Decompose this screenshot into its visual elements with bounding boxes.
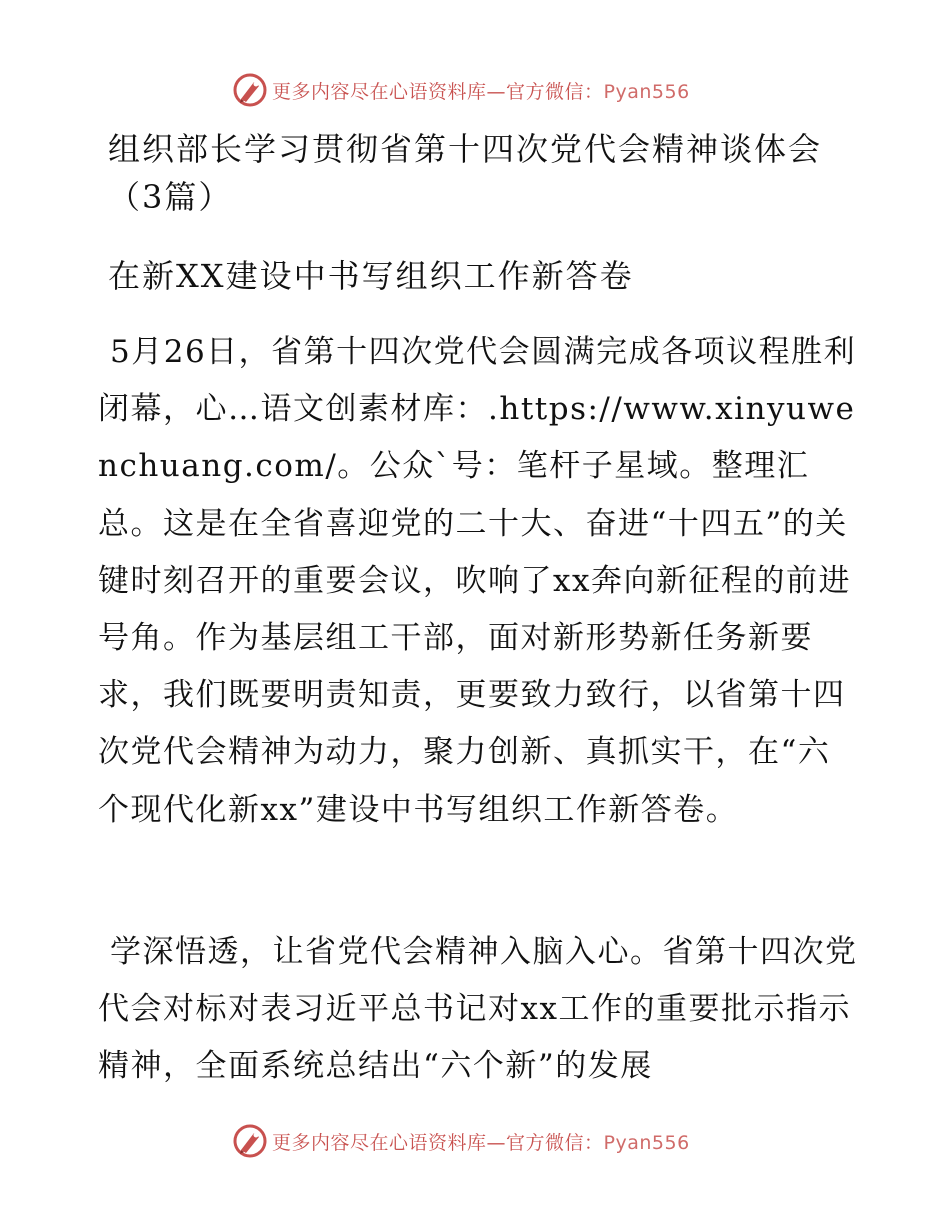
watermark-text: 更多内容尽在心语资料库—官方微信：Pyan556 [272, 80, 690, 103]
document-subtitle: 在新XX建设中书写组织工作新答卷 [108, 257, 634, 295]
pen-logo-icon [232, 1123, 268, 1159]
watermark-banner-bottom [232, 1121, 690, 1161]
document-title: 组织部长学习贯彻省第十四次党代会精神谈体会（3篇） [108, 130, 823, 216]
watermark-text: 更多内容尽在心语资料库—官方微信：Pyan556 [272, 1131, 690, 1154]
watermark-banner-top [232, 70, 690, 110]
pen-logo-icon [232, 72, 268, 108]
body-paragraph: 学深悟透，让省党代会精神入脑入心。省第十四次党代会对标对表习近平总书记对xx工作的重要批示指示精神，全面系统总结出“六个新”的发展 [98, 934, 858, 1085]
body-paragraph: 5月26日，省第十四次党代会圆满完成各项议程胜利闭幕，心…语文创素材库：.https://www.xinyuwenchuang.com/。公众`号：笔杆子星域。整理汇总。这是在全省喜迎党的二十大、奋进“十四五”的关键时刻召开的重要会议，吹响了xx奔向新征程的前进号角。作为基层组工干部，面对新形势新任务新要求，我们既要明责知责，更要致力致行，以省第十四次党代会精神为动力，聚力创新、真抓实干，在“六个现代化新xx”建设中书写组织工作新答卷。 [98, 334, 857, 828]
